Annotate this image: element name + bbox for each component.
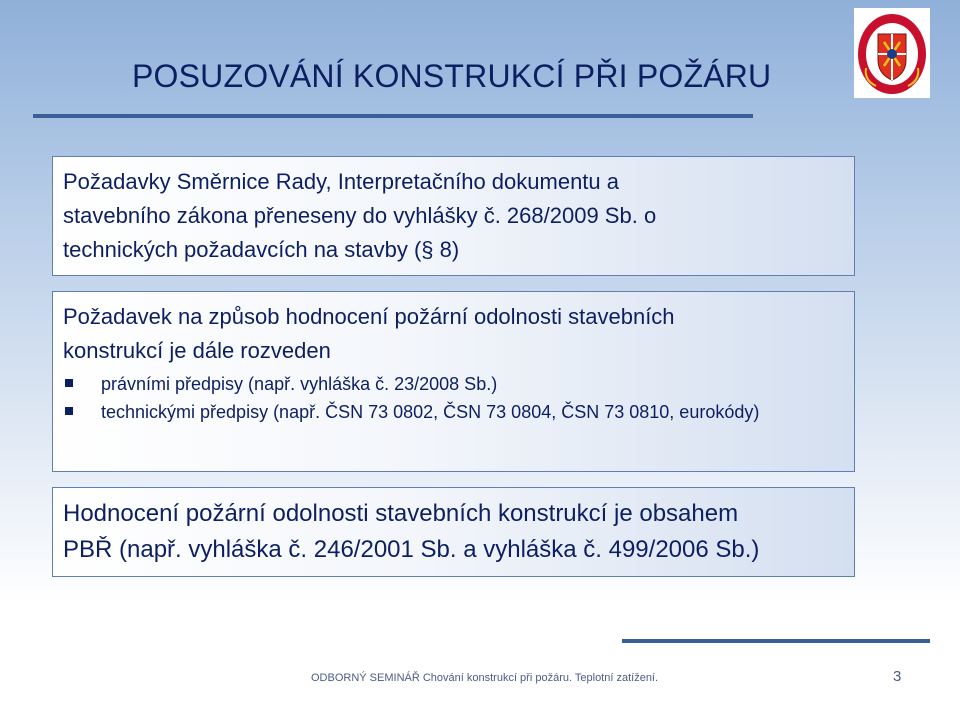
page-number: 3 — [893, 668, 902, 685]
box1-line: stavebního zákona přeneseny do vyhlášky č. 268/2009 Sb. o — [63, 203, 657, 228]
list-item — [63, 372, 844, 396]
regulation-list — [63, 372, 844, 424]
list-item — [63, 400, 844, 424]
square-bullet-icon — [65, 407, 73, 415]
square-bullet-icon — [65, 379, 73, 387]
list-item-text: technickými předpisy (např. ČSN 73 0802, ČSN 73 0804, ČSN 73 0810, eurokódy) — [101, 402, 760, 422]
fire-safety-solution-box — [52, 487, 855, 577]
box2-line: Požadavek na způsob hodnocení požární odolnosti stavebních — [63, 304, 675, 329]
slide-title: POSUZOVÁNÍ KONSTRUKCÍ PŘI POŽÁRU — [132, 58, 772, 94]
directive-requirements-box — [52, 156, 855, 276]
fire-brigade-emblem-icon — [854, 8, 930, 98]
list-item-text: právními předpisy (např. vyhláška č. 23/2008 Sb.) — [101, 374, 498, 394]
title-divider — [33, 114, 753, 118]
box3-line: PBŘ (např. vyhláška č. 246/2001 Sb. a vyhláška č. 499/2006 Sb.) — [63, 536, 760, 563]
box1-line: technických požadavcích na stavby (§ 8) — [63, 237, 460, 262]
footer-caption: ODBORNÝ SEMINÁŘ Chování konstrukcí při požáru. Teplotní zatížení. — [311, 672, 659, 684]
box2-line: konstrukcí je dále rozveden — [63, 338, 331, 363]
footer-divider — [622, 639, 930, 643]
evaluation-method-box — [52, 291, 855, 472]
box3-line: Hodnocení požární odolnosti stavebních konstrukcí je obsahem — [63, 500, 739, 527]
box1-line: Požadavky Směrnice Rady, Interpretačního dokumentu a — [63, 169, 620, 194]
